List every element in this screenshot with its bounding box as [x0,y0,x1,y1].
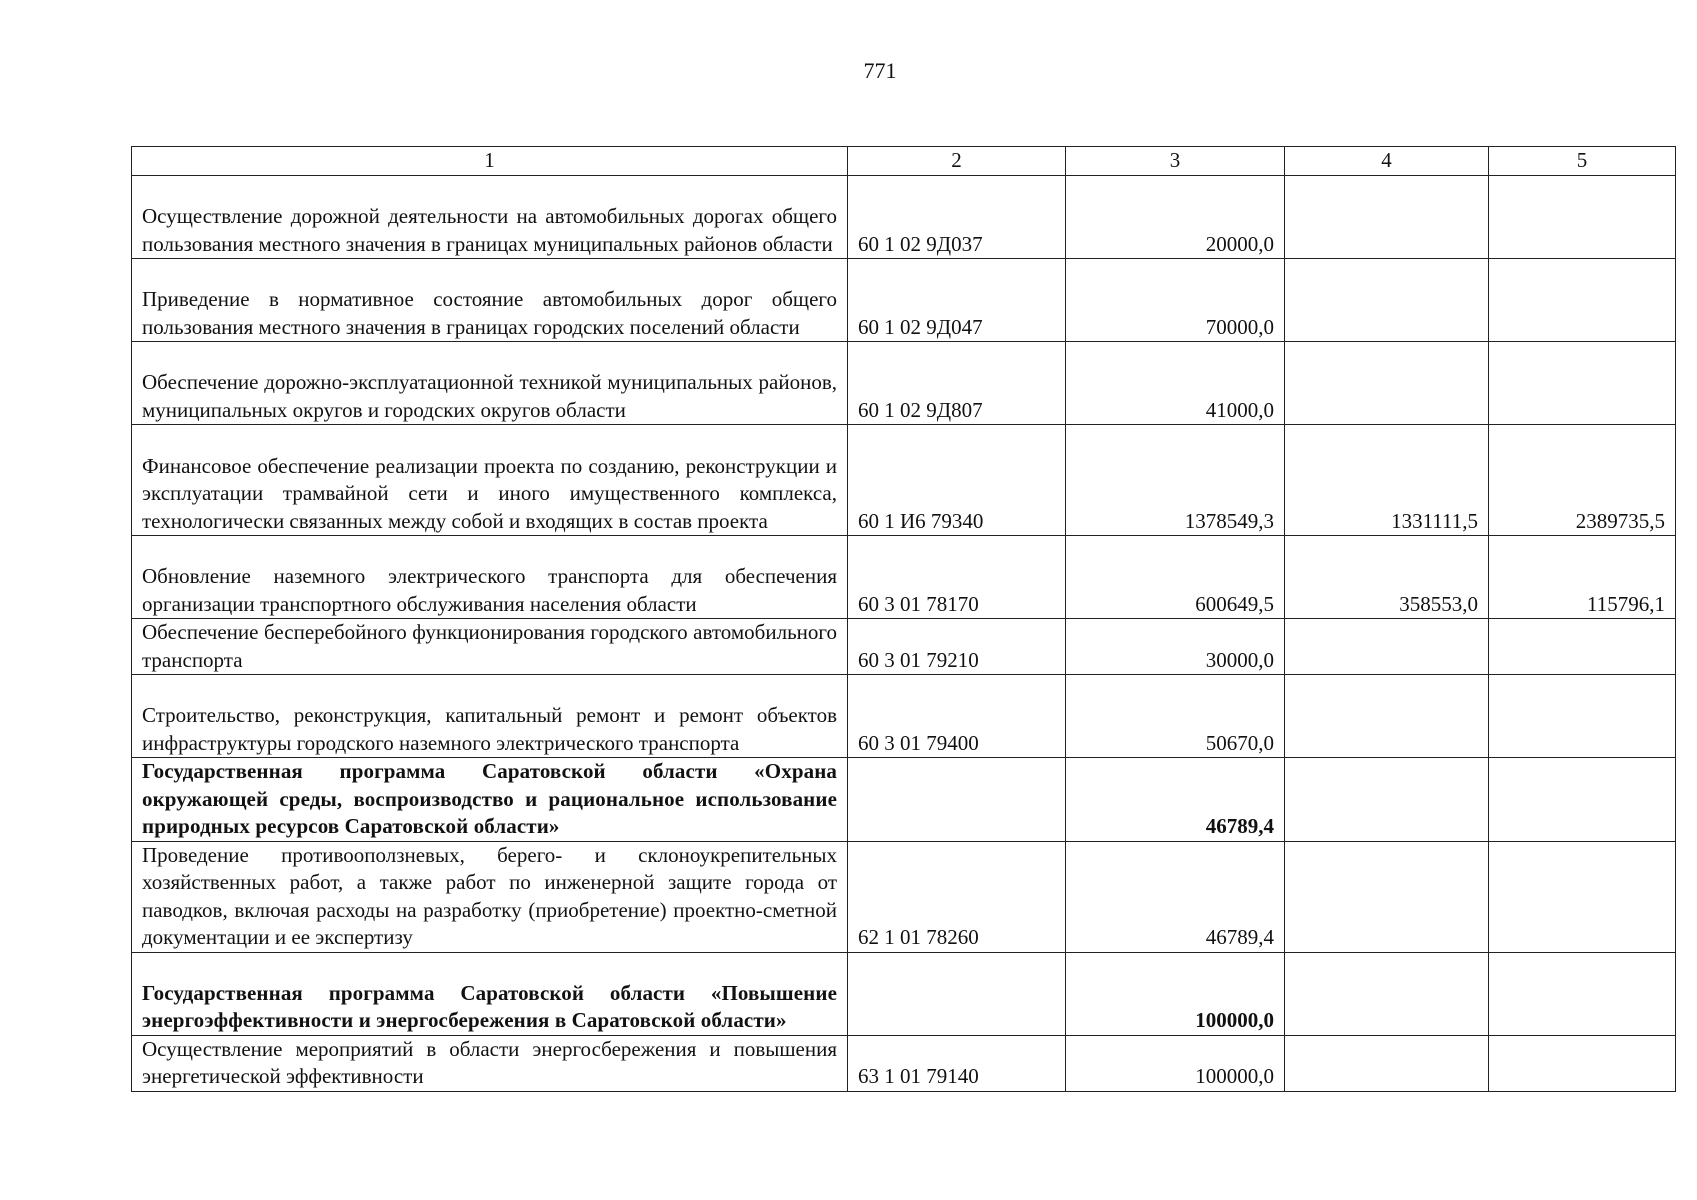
row-value-col3-cell: 70000,0 [1066,259,1285,342]
budget-table [131,146,1676,1092]
row-value-col4-cell: 1331111,5 [1285,425,1489,536]
table-row [132,841,1676,952]
row-code-cell: 60 1 02 9Д037 [848,176,1066,259]
table-row [132,1035,1676,1091]
row-name-cell: Осуществление дорожной деятельности на автомобильных дорогах общего пользования местного значения в границах муниципальных районов области [132,176,848,259]
column-header: 3 [1066,147,1285,176]
row-name-cell: Осуществление мероприятий в области энергосбережения и повышения энергетической эффективности [132,1035,848,1091]
table-row [132,536,1676,619]
row-value-col3-cell: 100000,0 [1066,1035,1285,1091]
row-value-col5-cell [1489,758,1676,842]
column-header: 5 [1489,147,1676,176]
row-value-col3-cell: 20000,0 [1066,176,1285,259]
row-value-col5-cell [1489,619,1676,675]
row-name-cell: Обеспечение бесперебойного функционирования городского автомобильного транспорта [132,619,848,675]
table-row [132,619,1676,675]
row-value-col5-cell [1489,952,1676,1035]
row-code-cell: 60 1 02 9Д047 [848,259,1066,342]
row-code-cell: 60 3 01 79400 [848,675,1066,758]
table-row [132,675,1676,758]
column-header: 1 [132,147,848,176]
row-value-col3-cell: 1378549,3 [1066,425,1285,536]
row-value-col3-cell: 46789,4 [1066,758,1285,842]
page-number: 771 [863,58,897,83]
row-value-col3-cell: 46789,4 [1066,841,1285,952]
row-value-col5-cell [1489,176,1676,259]
row-name-cell: Проведение противооползневых, берего- и склоноукрепительных хозяйственных работ, а также работ по инженерной защите города от паводков, включая расходы на разработку (приобретение) проектно-сметной документации и ее экспертизу [132,841,848,952]
table-row [132,758,1676,842]
row-value-col3-cell: 50670,0 [1066,675,1285,758]
table-row [132,259,1676,342]
row-code-cell: 63 1 01 79140 [848,1035,1066,1091]
row-value-col4-cell: 358553,0 [1285,536,1489,619]
row-value-col5-cell [1489,1035,1676,1091]
row-value-col5-cell [1489,259,1676,342]
row-value-col4-cell [1285,342,1489,425]
row-code-cell: 62 1 01 78260 [848,841,1066,952]
row-value-col4-cell [1285,1035,1489,1091]
row-value-col3-cell: 41000,0 [1066,342,1285,425]
row-name-cell: Строительство, реконструкция, капитальный ремонт и ремонт объектов инфраструктуры городского наземного электрического транспорта [132,675,848,758]
row-value-col3-cell: 100000,0 [1066,952,1285,1035]
row-code-cell: 60 1 И6 79340 [848,425,1066,536]
row-code-cell: 60 3 01 79210 [848,619,1066,675]
column-header: 2 [848,147,1066,176]
row-value-col5-cell [1489,841,1676,952]
row-value-col5-cell [1489,342,1676,425]
row-code-cell [848,758,1066,842]
row-value-col4-cell [1285,952,1489,1035]
row-value-col3-cell: 30000,0 [1066,619,1285,675]
row-value-col4-cell [1285,619,1489,675]
row-code-cell [848,952,1066,1035]
row-code-cell: 60 3 01 78170 [848,536,1066,619]
row-name-cell: Финансовое обеспечение реализации проекта по созданию, реконструкции и эксплуатации трамвайной сети и иного имущественного комплекса, технологически связанных между собой и входящих в состав проекта [132,425,848,536]
row-value-col5-cell: 115796,1 [1489,536,1676,619]
table-header-row [132,147,1676,176]
table-row [132,342,1676,425]
row-code-cell: 60 1 02 9Д807 [848,342,1066,425]
row-value-col4-cell [1285,841,1489,952]
table-row [132,952,1676,1035]
row-value-col4-cell [1285,675,1489,758]
row-name-cell: Приведение в нормативное состояние автомобильных дорог общего пользования местного значения в границах городских поселений области [132,259,848,342]
row-name-cell: Обеспечение дорожно-эксплуатационной техникой муниципальных районов, муниципальных округов и городских округов области [132,342,848,425]
row-name-cell: Государственная программа Саратовской области «Охрана окружающей среды, воспроизводство и рациональное использование природных ресурсов Саратовской области» [132,758,848,842]
row-value-col5-cell: 2389735,5 [1489,425,1676,536]
row-value-col3-cell: 600649,5 [1066,536,1285,619]
row-value-col4-cell [1285,758,1489,842]
table-row [132,425,1676,536]
table-row [132,176,1676,259]
row-name-cell: Обновление наземного электрического транспорта для обеспечения организации транспортного обслуживания населения области [132,536,848,619]
column-header: 4 [1285,147,1489,176]
row-value-col4-cell [1285,259,1489,342]
row-value-col4-cell [1285,176,1489,259]
row-name-cell: Государственная программа Саратовской области «Повышение энергоэффективности и энергосбережения в Саратовской области» [132,952,848,1035]
row-value-col5-cell [1489,675,1676,758]
